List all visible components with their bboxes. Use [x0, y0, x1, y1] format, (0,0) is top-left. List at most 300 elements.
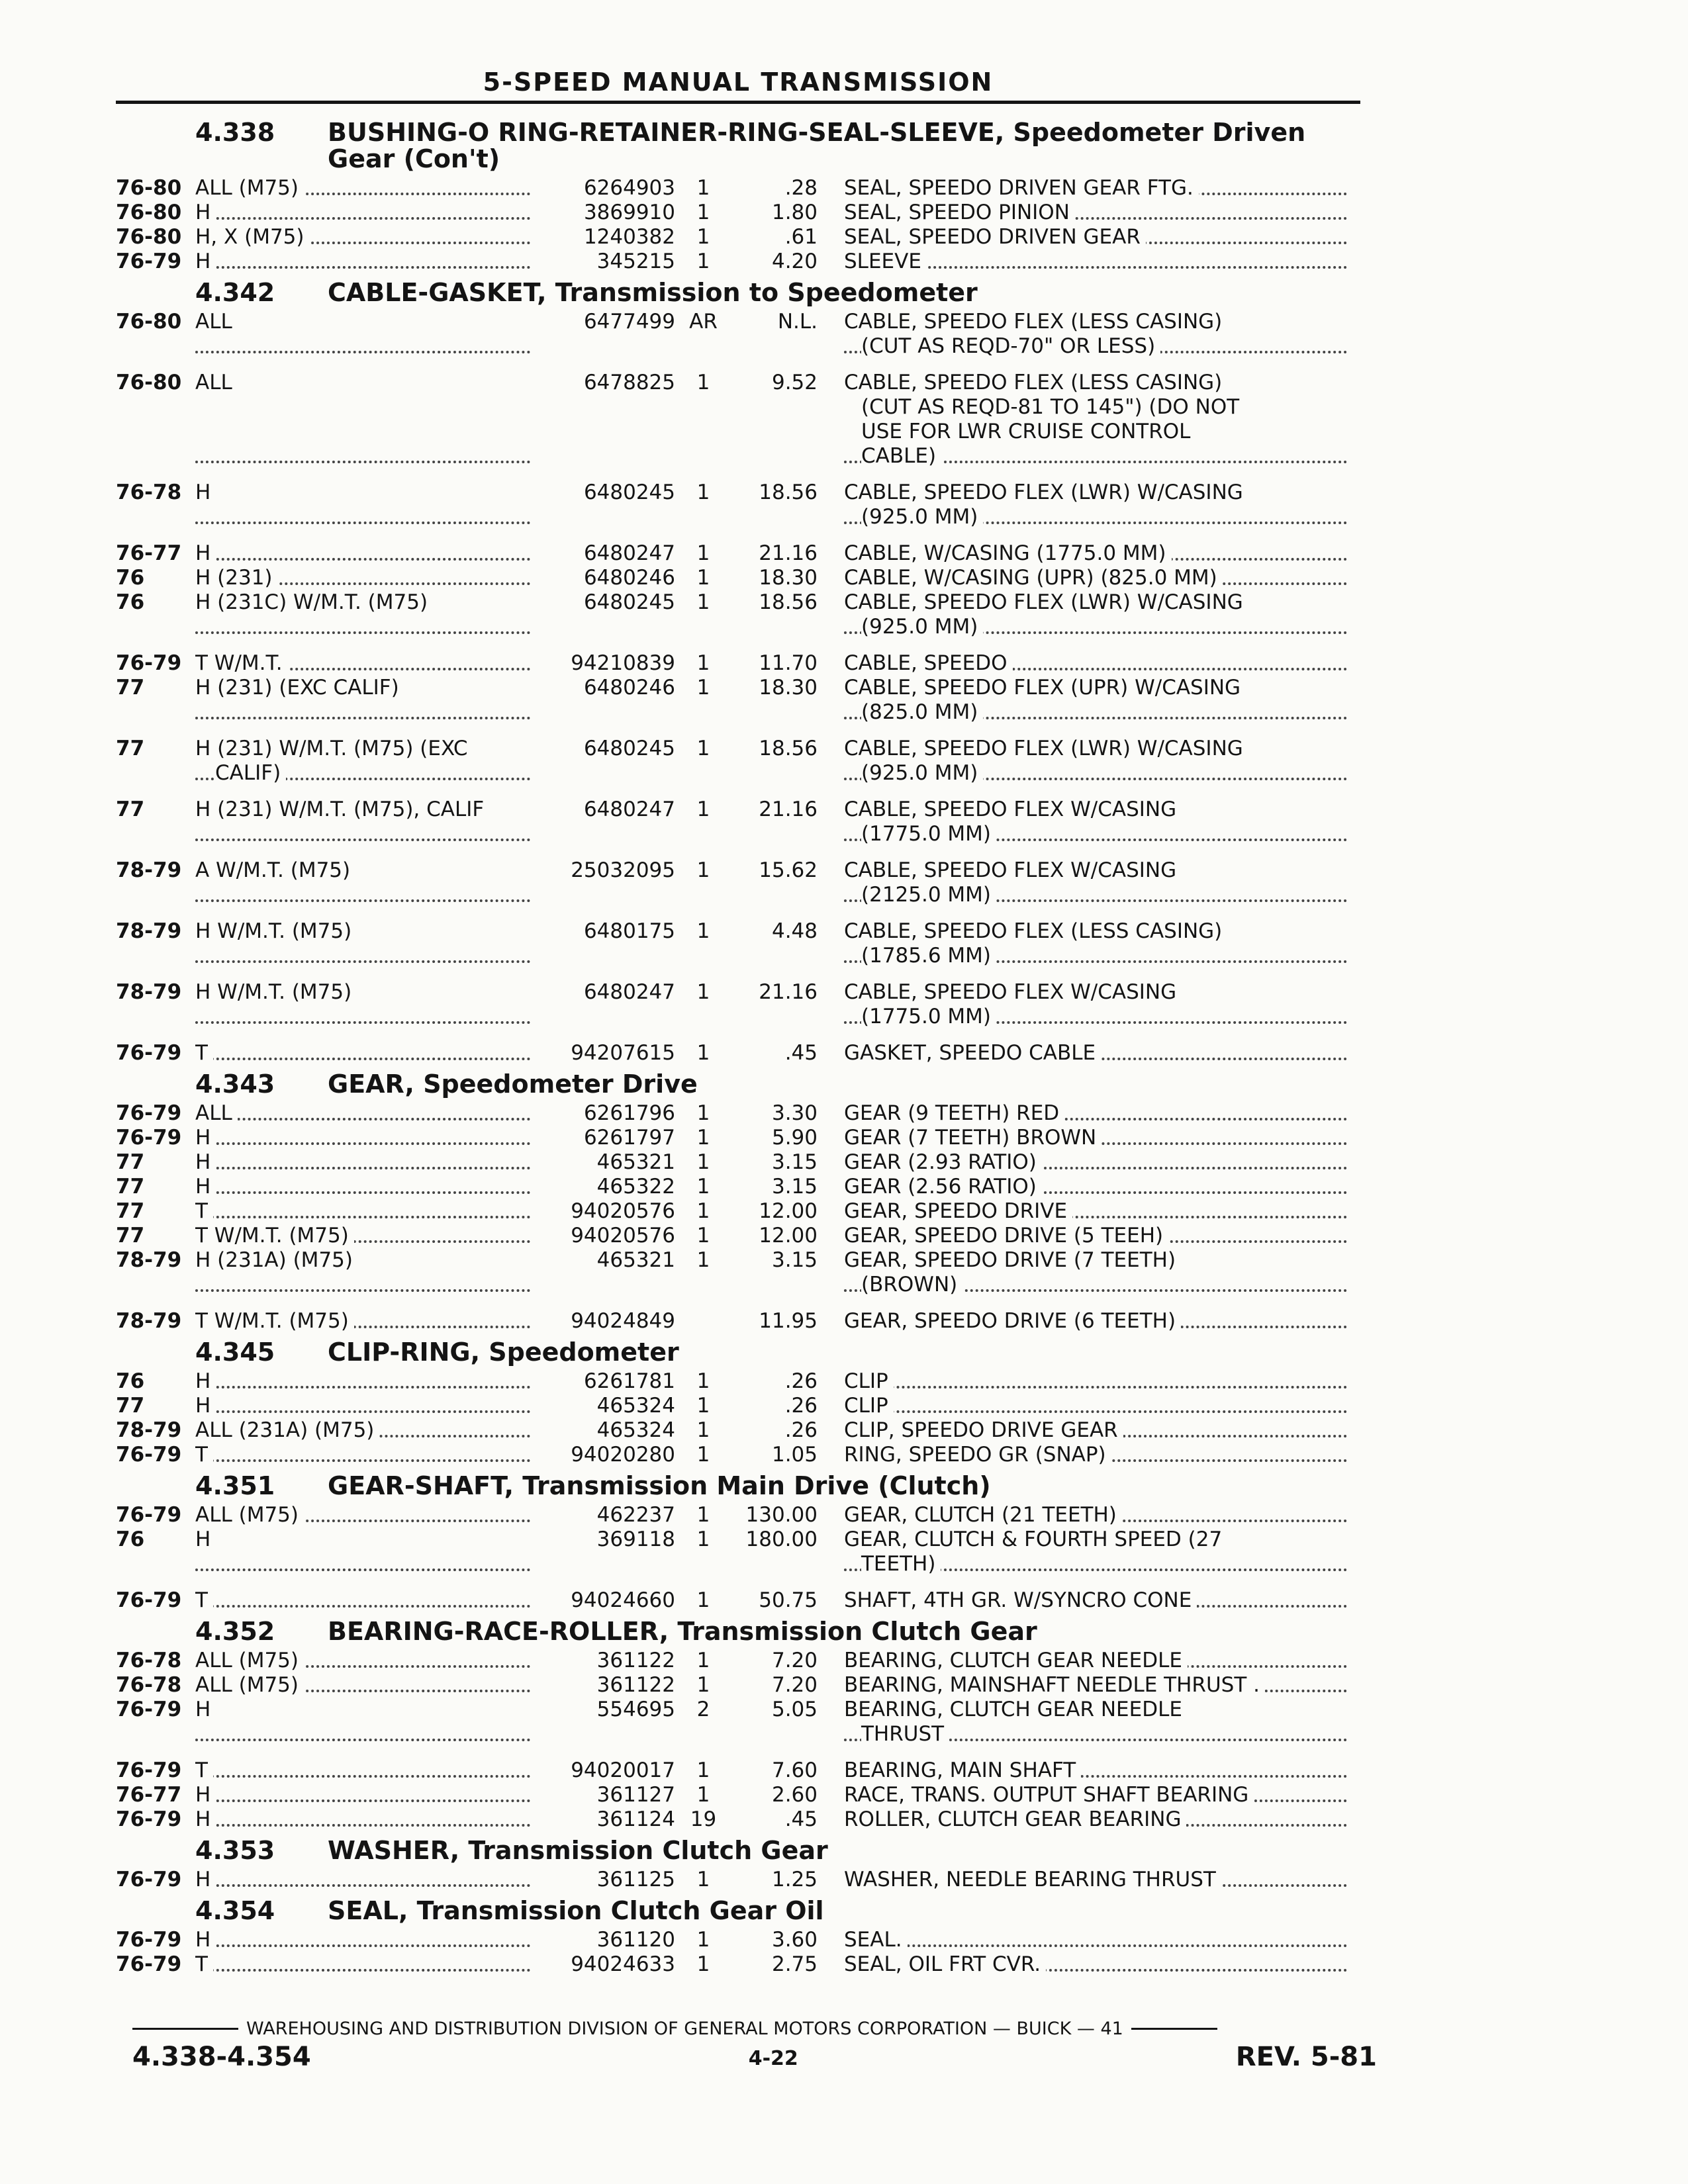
- part-number: 25032095: [571, 858, 675, 882]
- line-text: ALL (M75): [195, 1503, 304, 1527]
- line-text: CABLE, SPEEDO FLEX (UPR) W/CASING: [844, 676, 1246, 700]
- text-line: [844, 1868, 1347, 1892]
- application: [195, 1150, 539, 1175]
- model-year: 76-80: [116, 176, 182, 200]
- text-line: [844, 676, 1347, 700]
- table-row: [116, 176, 1374, 201]
- line-text: CALIF): [215, 761, 286, 785]
- part-name: [844, 176, 1347, 201]
- dot-leader: [195, 217, 530, 220]
- price: 2.60: [771, 1783, 818, 1807]
- footer-section-range: 4.338-4.354: [132, 2042, 311, 2072]
- part-number: 361125: [596, 1868, 675, 1891]
- table-row: [116, 1369, 1374, 1394]
- row-gap: [116, 725, 1374, 737]
- model-year: 76-79: [116, 1928, 182, 1952]
- model-year: 76-80: [116, 310, 182, 334]
- text-line: [195, 176, 539, 201]
- text-line: [195, 1126, 539, 1150]
- part-name: [844, 1952, 1347, 1977]
- text-line: [844, 1758, 1347, 1783]
- text-line: [844, 1273, 1347, 1297]
- section-title: [328, 1071, 1374, 1097]
- section-4-354: [116, 1897, 1374, 1977]
- application: [195, 1588, 539, 1613]
- part-number: 3869910: [583, 201, 675, 224]
- dot-leader: [195, 1386, 530, 1388]
- dot-leader: [195, 1216, 530, 1218]
- table-row: [116, 919, 1374, 968]
- line-text: (1785.6 MM): [861, 944, 996, 968]
- price: .26: [784, 1418, 818, 1442]
- text-line: [195, 310, 539, 334]
- price: 1.05: [771, 1443, 818, 1467]
- table-row: [116, 1673, 1374, 1698]
- model-year: 76: [116, 1369, 145, 1393]
- line-text: GEAR, CLUTCH & FOURTH SPEED (27: [844, 1527, 1227, 1551]
- text-line: [195, 858, 539, 883]
- line-text: H: [195, 1369, 216, 1393]
- section-title-line: Gear (Con't): [328, 144, 500, 173]
- application: [195, 1868, 539, 1892]
- line-text: T W/M.T.: [195, 651, 288, 675]
- text-line: [844, 761, 1347, 786]
- price: 50.75: [759, 1588, 818, 1612]
- text-line: [195, 225, 539, 250]
- text-line: [844, 1199, 1347, 1224]
- line-text: USE FOR LWR CRUISE CONTROL: [861, 420, 1196, 443]
- text-line: [844, 1552, 1347, 1576]
- dot-leader: [195, 1884, 530, 1887]
- line-text: GEAR (2.93 RATIO): [844, 1150, 1042, 1174]
- text-line: [844, 444, 1347, 469]
- part-number: 6261797: [583, 1126, 675, 1150]
- quantity: 1: [696, 1150, 710, 1174]
- model-year: 76-80: [116, 371, 182, 394]
- row-gap: [116, 1576, 1374, 1588]
- application: [195, 1041, 539, 1066]
- text-line: [195, 761, 539, 786]
- dot-leader: [195, 1775, 530, 1778]
- line-text: H: [195, 1150, 216, 1174]
- line-text: GEAR, SPEEDO DRIVE: [844, 1199, 1072, 1223]
- footer-page-number: 4-22: [748, 2047, 798, 2070]
- part-number: 465322: [596, 1175, 675, 1199]
- model-year: 77: [116, 676, 145, 700]
- section-title-line: GEAR, Speedometer Drive: [328, 1069, 698, 1099]
- section-title: [328, 1618, 1374, 1645]
- line-text: T W/M.T. (M75): [195, 1224, 354, 1248]
- part-name: [844, 651, 1347, 676]
- line-text: H: [195, 1928, 216, 1952]
- text-line: [195, 1503, 539, 1527]
- part-name: [844, 1041, 1347, 1066]
- price: 3.15: [771, 1150, 818, 1174]
- price: 12.00: [759, 1199, 818, 1223]
- dot-leader: [195, 839, 530, 841]
- line-text: GEAR, SPEEDO DRIVE (6 TEETH): [844, 1309, 1181, 1333]
- price: 2.75: [771, 1952, 818, 1976]
- part-name: [844, 1649, 1347, 1673]
- text-line: [195, 566, 539, 590]
- quantity: 1: [696, 1673, 710, 1697]
- application: [195, 1126, 539, 1150]
- line-text: (925.0 MM): [861, 505, 983, 529]
- section-number: 4.342: [195, 278, 275, 307]
- dot-leader: [195, 631, 530, 634]
- model-year: 76-79: [116, 1807, 182, 1831]
- table-row: [116, 1928, 1374, 1952]
- dot-leader: [195, 960, 530, 963]
- text-line: [844, 1369, 1347, 1394]
- line-text: ALL (M75): [195, 1673, 304, 1697]
- price: .28: [784, 176, 818, 200]
- text-line: [195, 1758, 539, 1783]
- text-line: [195, 1309, 539, 1334]
- part-number: 361124: [596, 1807, 675, 1831]
- part-number: 6477499: [583, 310, 675, 334]
- part-number: 554695: [596, 1698, 675, 1721]
- section-number: 4.345: [195, 1338, 275, 1367]
- application: [195, 1369, 539, 1394]
- part-number: 6480247: [583, 797, 675, 821]
- text-line: [195, 1807, 539, 1832]
- line-text: (CUT AS REQD-81 TO 145") (DO NOT: [861, 395, 1244, 419]
- section-heading: [116, 1339, 1374, 1365]
- price: 3.15: [771, 1175, 818, 1199]
- table-row: [116, 1783, 1374, 1807]
- text-line: [844, 176, 1347, 201]
- part-number: 94210839: [571, 651, 675, 675]
- quantity: 1: [696, 1527, 710, 1551]
- table-row: [116, 1868, 1374, 1892]
- row-gap: [116, 469, 1374, 480]
- text-line: [844, 1394, 1347, 1418]
- text-line: [195, 371, 539, 395]
- table-row: [116, 737, 1374, 786]
- section-title-line: GEAR-SHAFT, Transmission Main Drive (Clutch): [328, 1471, 991, 1500]
- price: 18.56: [759, 737, 818, 760]
- price: 18.56: [759, 590, 818, 614]
- line-text: CLIP, SPEEDO DRIVE GEAR: [844, 1418, 1123, 1442]
- line-text: CLIP: [844, 1369, 894, 1393]
- row-gap: [116, 786, 1374, 797]
- line-text: H (231C) W/M.T. (M75): [195, 590, 433, 614]
- model-year: 77: [116, 1394, 145, 1418]
- section-number: 4.353: [195, 1836, 275, 1865]
- part-name: [844, 1527, 1347, 1576]
- line-text: H W/M.T. (M75): [195, 919, 357, 943]
- row-gap: [116, 1297, 1374, 1309]
- dot-leader: [195, 1739, 530, 1741]
- part-name: [844, 1673, 1347, 1698]
- application: [195, 919, 539, 968]
- text-line: [195, 1698, 539, 1722]
- application: [195, 1928, 539, 1952]
- model-year: 76-79: [116, 1758, 182, 1782]
- line-text: (925.0 MM): [861, 615, 983, 639]
- section-number: 4.338: [195, 118, 275, 147]
- part-name: [844, 1928, 1347, 1952]
- line-text: CABLE, SPEEDO FLEX (LESS CASING): [844, 310, 1227, 334]
- text-line: [844, 651, 1347, 676]
- section-title-line: WASHER, Transmission Clutch Gear: [328, 1836, 828, 1865]
- price: 130.00: [745, 1503, 818, 1527]
- quantity: 1: [696, 1041, 710, 1065]
- price: 11.95: [759, 1309, 818, 1333]
- quantity: 1: [696, 651, 710, 675]
- text-line: [844, 1150, 1347, 1175]
- application: [195, 737, 539, 786]
- application: [195, 1443, 539, 1467]
- model-year: 76-79: [116, 651, 182, 675]
- line-text: CABLE, SPEEDO FLEX (LWR) W/CASING: [844, 590, 1248, 614]
- table-row: [116, 1418, 1374, 1443]
- line-text: GEAR, SPEEDO DRIVE (7 TEETH): [844, 1248, 1181, 1272]
- line-text: GASKET, SPEEDO CABLE: [844, 1041, 1101, 1065]
- application: [195, 371, 539, 469]
- line-text: T: [195, 1758, 213, 1782]
- line-text: SEAL, SPEEDO DRIVEN GEAR FTG.: [844, 176, 1199, 200]
- text-line: [844, 1928, 1347, 1952]
- table-row: [116, 1394, 1374, 1418]
- footer-rule-right: [1131, 2028, 1217, 2030]
- price: 18.30: [759, 676, 818, 700]
- text-line: [844, 615, 1347, 639]
- part-name: [844, 566, 1347, 590]
- part-number: 361122: [596, 1673, 675, 1697]
- application: [195, 1649, 539, 1673]
- price: 21.16: [759, 541, 818, 565]
- model-year: 76-79: [116, 1588, 182, 1612]
- line-text: GEAR (7 TEETH) BROWN: [844, 1126, 1102, 1150]
- section-title-line: SEAL, Transmission Clutch Gear Oil: [328, 1896, 824, 1925]
- part-name: [844, 371, 1347, 469]
- text-line: [195, 1443, 539, 1467]
- application: [195, 1224, 539, 1248]
- application: [195, 250, 539, 274]
- parts-list: [116, 114, 1374, 1977]
- line-text: H (231) W/M.T. (M75) (EXC: [195, 737, 473, 760]
- line-text: H: [195, 1394, 216, 1418]
- price: 18.56: [759, 480, 818, 504]
- quantity: 1: [696, 225, 710, 249]
- line-text: (CUT AS REQD-70" OR LESS): [861, 334, 1160, 358]
- line-text: CABLE, SPEEDO FLEX (LESS CASING): [844, 919, 1227, 943]
- application: [195, 225, 539, 250]
- model-year: 76-80: [116, 225, 182, 249]
- application: [195, 1248, 539, 1297]
- section-number: 4.352: [195, 1617, 275, 1646]
- price: .61: [784, 225, 818, 249]
- section-title: [328, 279, 1374, 306]
- price: .45: [784, 1807, 818, 1831]
- section-number: 4.351: [195, 1471, 275, 1500]
- text-line: [844, 371, 1347, 395]
- row-gap: [116, 846, 1374, 858]
- table-row: [116, 676, 1374, 725]
- section-title-line: BEARING-RACE-ROLLER, Transmission Clutch Gear: [328, 1617, 1037, 1646]
- part-number: 6261781: [583, 1369, 675, 1393]
- model-year: 76-78: [116, 480, 182, 504]
- line-text: H: [195, 201, 216, 224]
- table-row: [116, 651, 1374, 676]
- line-text: CABLE, SPEEDO FLEX (LWR) W/CASING: [844, 737, 1248, 760]
- line-text: SEAL, SPEEDO DRIVEN GEAR: [844, 225, 1146, 249]
- text-line: [195, 1101, 539, 1126]
- part-number: 6480247: [583, 541, 675, 565]
- section-4-351: [116, 1473, 1374, 1613]
- dot-leader: [195, 1969, 530, 1972]
- table-row: [116, 1807, 1374, 1832]
- text-line: [844, 566, 1347, 590]
- part-name: [844, 1224, 1347, 1248]
- dot-leader: [195, 1824, 530, 1827]
- quantity: 1: [696, 590, 710, 614]
- text-line: [844, 225, 1347, 250]
- part-name: [844, 1503, 1347, 1527]
- text-line: [195, 1928, 539, 1952]
- part-number: 6478825: [583, 371, 675, 394]
- model-year: 78-79: [116, 1248, 182, 1272]
- line-text: SEAL, OIL FRT CVR.: [844, 1952, 1046, 1976]
- part-name: [844, 1309, 1347, 1334]
- price: 3.60: [771, 1928, 818, 1952]
- table-row: [116, 541, 1374, 566]
- table-row: [116, 1101, 1374, 1126]
- row-gap: [116, 1747, 1374, 1758]
- line-text: ROLLER, CLUTCH GEAR BEARING: [844, 1807, 1186, 1831]
- application: [195, 1309, 539, 1334]
- line-text: BEARING, MAIN SHAFT: [844, 1758, 1081, 1782]
- quantity: AR: [689, 310, 718, 334]
- section-title: [328, 1837, 1374, 1864]
- text-line: [844, 420, 1347, 444]
- footer-rule-left: [132, 2028, 238, 2030]
- model-year: 78-79: [116, 919, 182, 943]
- text-line: [844, 541, 1347, 566]
- application: [195, 797, 539, 846]
- dot-leader: [195, 266, 530, 269]
- part-number: 94020576: [571, 1199, 675, 1223]
- row-gap: [116, 1029, 1374, 1041]
- line-text: BEARING, MAINSHAFT NEEDLE THRUST .: [844, 1673, 1265, 1697]
- dot-leader: [195, 1569, 530, 1571]
- application: [195, 1503, 539, 1527]
- part-number: 6480246: [583, 566, 675, 590]
- line-text: CABLE, SPEEDO FLEX (LESS CASING): [844, 371, 1227, 394]
- section-4-345: [116, 1339, 1374, 1467]
- section-title: [328, 1897, 1374, 1924]
- dot-leader: [195, 717, 530, 719]
- price: 18.30: [759, 566, 818, 590]
- application: [195, 1783, 539, 1807]
- part-name: [844, 1443, 1347, 1467]
- price: 3.15: [771, 1248, 818, 1272]
- price: .26: [784, 1369, 818, 1393]
- application: [195, 1199, 539, 1224]
- line-text: ALL: [195, 1101, 238, 1125]
- text-line: [195, 737, 539, 761]
- part-number: 6261796: [583, 1101, 675, 1125]
- application: [195, 1175, 539, 1199]
- quantity: 1: [696, 1199, 710, 1223]
- table-row: [116, 1649, 1374, 1673]
- line-text: ALL: [195, 310, 238, 334]
- dot-leader: [195, 351, 530, 353]
- table-row: [116, 1150, 1374, 1175]
- section-heading: [116, 1071, 1374, 1097]
- quantity: 1: [696, 201, 710, 224]
- price: 9.52: [771, 371, 818, 394]
- text-line: [844, 1503, 1347, 1527]
- text-line: [844, 1807, 1347, 1832]
- part-name: [844, 590, 1347, 639]
- price: 1.80: [771, 201, 818, 224]
- text-line: [844, 590, 1347, 615]
- model-year: 76-80: [116, 201, 182, 224]
- part-number: 6480246: [583, 676, 675, 700]
- dot-leader: [195, 1142, 530, 1145]
- part-number: 462237: [596, 1503, 675, 1527]
- line-text: ALL (M75): [195, 1649, 304, 1672]
- part-name: [844, 1175, 1347, 1199]
- section-heading: [116, 279, 1374, 306]
- text-line: [195, 980, 539, 1005]
- line-text: CABLE, W/CASING (UPR) (825.0 MM): [844, 566, 1223, 590]
- text-line: [844, 1952, 1347, 1977]
- line-text: ALL: [195, 371, 238, 394]
- line-text: H (231) W/M.T. (M75), CALIF: [195, 797, 489, 821]
- table-row: [116, 1199, 1374, 1224]
- line-text: T: [195, 1443, 213, 1467]
- line-text: SLEEVE: [844, 250, 927, 273]
- line-text: CABLE, SPEEDO FLEX W/CASING: [844, 797, 1182, 821]
- line-text: RING, SPEEDO GR (SNAP): [844, 1443, 1111, 1467]
- line-text: ALL (M75): [195, 176, 304, 200]
- line-text: CLIP: [844, 1394, 894, 1418]
- text-line: [844, 944, 1347, 968]
- price: .26: [784, 1394, 818, 1418]
- price: .45: [784, 1041, 818, 1065]
- section-heading: [116, 1897, 1374, 1924]
- application: [195, 1418, 539, 1443]
- application: [195, 1673, 539, 1698]
- line-text: SHAFT, 4TH GR. W/SYNCRO CONE: [844, 1588, 1197, 1612]
- application: [195, 1758, 539, 1783]
- footer-division-line: [132, 2019, 1377, 2039]
- text-line: [844, 1224, 1347, 1248]
- line-text: GEAR (9 TEETH) RED: [844, 1101, 1064, 1125]
- section-number: 4.343: [195, 1069, 275, 1099]
- application: [195, 566, 539, 590]
- line-text: H: [195, 1698, 216, 1721]
- model-year: 76-79: [116, 1101, 182, 1125]
- line-text: T: [195, 1952, 213, 1976]
- part-number: 6480175: [583, 919, 675, 943]
- section-heading: [116, 119, 1374, 172]
- dot-leader: [844, 1410, 1347, 1413]
- part-name: [844, 737, 1347, 786]
- part-number: 94020280: [571, 1443, 675, 1467]
- text-line: [844, 1126, 1347, 1150]
- quantity: 1: [696, 371, 710, 394]
- page-title: 5-SPEED MANUAL TRANSMISSION: [483, 68, 994, 97]
- line-text: H (231): [195, 566, 278, 590]
- text-line: [195, 1649, 539, 1673]
- model-year: 78-79: [116, 1309, 182, 1333]
- part-name: [844, 980, 1347, 1029]
